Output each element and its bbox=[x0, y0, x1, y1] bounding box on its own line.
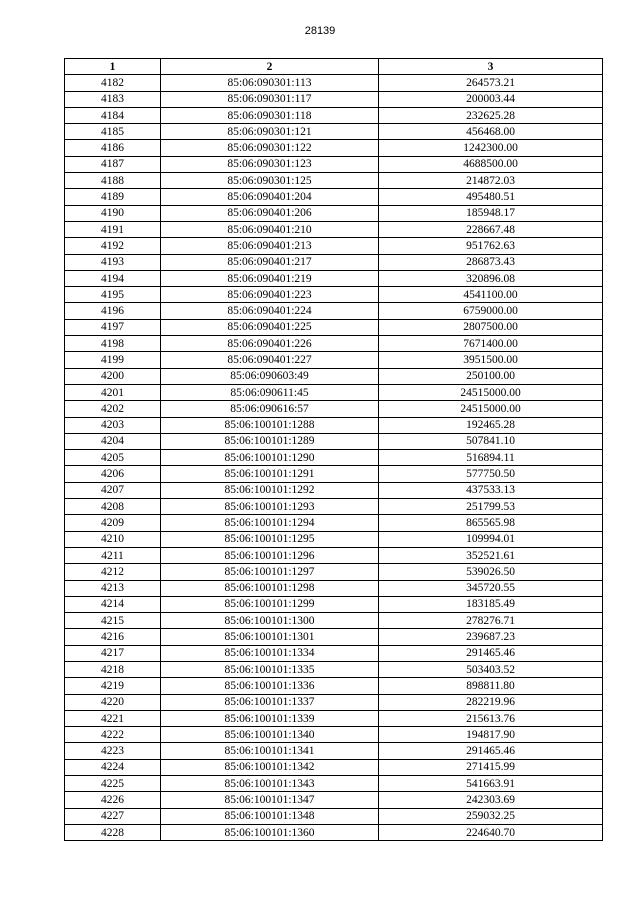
value-cell: 456468.00 bbox=[379, 124, 603, 140]
table-row bbox=[65, 629, 603, 645]
value-cell: 24515000.00 bbox=[379, 401, 603, 417]
table-row bbox=[65, 433, 603, 449]
value-cell: 291465.46 bbox=[379, 645, 603, 661]
table-row bbox=[65, 124, 603, 140]
cadastral-number-cell: 85:06:100101:1289 bbox=[161, 433, 379, 449]
table-row bbox=[65, 238, 603, 254]
row-number-cell: 4218 bbox=[65, 661, 161, 677]
value-cell: 1242300.00 bbox=[379, 140, 603, 156]
table-row bbox=[65, 547, 603, 563]
row-number-cell: 4191 bbox=[65, 221, 161, 237]
table-header-row bbox=[65, 59, 603, 75]
cadastral-number-cell: 85:06:100101:1340 bbox=[161, 727, 379, 743]
value-cell: 951762.63 bbox=[379, 238, 603, 254]
table-row bbox=[65, 287, 603, 303]
cadastral-number-cell: 85:06:100101:1297 bbox=[161, 564, 379, 580]
table-row bbox=[65, 759, 603, 775]
table-row bbox=[65, 645, 603, 661]
cadastral-number-cell: 85:06:100101:1336 bbox=[161, 678, 379, 694]
value-cell: 3951500.00 bbox=[379, 352, 603, 368]
cadastral-number-cell: 85:06:100101:1288 bbox=[161, 417, 379, 433]
row-number-cell: 4207 bbox=[65, 482, 161, 498]
row-number-cell: 4184 bbox=[65, 107, 161, 123]
value-cell: 352521.61 bbox=[379, 547, 603, 563]
cadastral-number-cell: 85:06:090401:227 bbox=[161, 352, 379, 368]
table-row bbox=[65, 710, 603, 726]
value-cell: 503403.52 bbox=[379, 661, 603, 677]
value-cell: 194817.90 bbox=[379, 727, 603, 743]
table-row bbox=[65, 482, 603, 498]
table-row bbox=[65, 336, 603, 352]
table-row bbox=[65, 401, 603, 417]
row-number-cell: 4197 bbox=[65, 319, 161, 335]
row-number-cell: 4211 bbox=[65, 547, 161, 563]
cadastral-number-cell: 85:06:100101:1295 bbox=[161, 531, 379, 547]
cadastral-number-cell: 85:06:090401:223 bbox=[161, 287, 379, 303]
table-row bbox=[65, 368, 603, 384]
table-row bbox=[65, 384, 603, 400]
row-number-cell: 4224 bbox=[65, 759, 161, 775]
cadastral-number-cell: 85:06:100101:1292 bbox=[161, 482, 379, 498]
value-cell: 271415.99 bbox=[379, 759, 603, 775]
table-row bbox=[65, 91, 603, 107]
row-number-cell: 4228 bbox=[65, 824, 161, 840]
row-number-cell: 4216 bbox=[65, 629, 161, 645]
row-number-cell: 4203 bbox=[65, 417, 161, 433]
cadastral-number-cell: 85:06:090301:113 bbox=[161, 75, 379, 91]
value-cell: 2807500.00 bbox=[379, 319, 603, 335]
row-number-cell: 4221 bbox=[65, 710, 161, 726]
cadastral-number-cell: 85:06:090401:224 bbox=[161, 303, 379, 319]
row-number-cell: 4192 bbox=[65, 238, 161, 254]
row-number-cell: 4183 bbox=[65, 91, 161, 107]
table-row bbox=[65, 678, 603, 694]
row-number-cell: 4223 bbox=[65, 743, 161, 759]
row-number-cell: 4226 bbox=[65, 792, 161, 808]
row-number-cell: 4190 bbox=[65, 205, 161, 221]
table-body bbox=[65, 75, 603, 841]
table-row bbox=[65, 727, 603, 743]
value-cell: 516894.11 bbox=[379, 450, 603, 466]
value-cell: 250100.00 bbox=[379, 368, 603, 384]
value-cell: 577750.50 bbox=[379, 466, 603, 482]
table-row bbox=[65, 808, 603, 824]
table-row bbox=[65, 352, 603, 368]
table-row bbox=[65, 254, 603, 270]
table-row bbox=[65, 499, 603, 515]
table-row bbox=[65, 596, 603, 612]
table-row bbox=[65, 156, 603, 172]
cadastral-number-cell: 85:06:100101:1337 bbox=[161, 694, 379, 710]
value-cell: 865565.98 bbox=[379, 515, 603, 531]
row-number-cell: 4194 bbox=[65, 270, 161, 286]
row-number-cell: 4196 bbox=[65, 303, 161, 319]
value-cell: 24515000.00 bbox=[379, 384, 603, 400]
row-number-cell: 4204 bbox=[65, 433, 161, 449]
cadastral-number-cell: 85:06:090401:204 bbox=[161, 189, 379, 205]
row-number-cell: 4217 bbox=[65, 645, 161, 661]
value-cell: 214872.03 bbox=[379, 173, 603, 189]
cadastral-number-cell: 85:06:090401:226 bbox=[161, 336, 379, 352]
cadastral-number-cell: 85:06:100101:1299 bbox=[161, 596, 379, 612]
value-cell: 215613.76 bbox=[379, 710, 603, 726]
cadastral-number-cell: 85:06:100101:1301 bbox=[161, 629, 379, 645]
cadastral-number-cell: 85:06:100101:1360 bbox=[161, 824, 379, 840]
table-row bbox=[65, 531, 603, 547]
row-number-cell: 4209 bbox=[65, 515, 161, 531]
row-number-cell: 4208 bbox=[65, 499, 161, 515]
value-cell: 239687.23 bbox=[379, 629, 603, 645]
cadastral-number-cell: 85:06:090603:49 bbox=[161, 368, 379, 384]
cadastral-number-cell: 85:06:090401:213 bbox=[161, 238, 379, 254]
table-row bbox=[65, 450, 603, 466]
row-number-cell: 4201 bbox=[65, 384, 161, 400]
value-cell: 251799.53 bbox=[379, 499, 603, 515]
cadastral-number-cell: 85:06:090611:45 bbox=[161, 384, 379, 400]
cadastral-number-cell: 85:06:090401:225 bbox=[161, 319, 379, 335]
cadastral-number-cell: 85:06:100101:1293 bbox=[161, 499, 379, 515]
cadastral-number-cell: 85:06:100101:1335 bbox=[161, 661, 379, 677]
value-cell: 200003.44 bbox=[379, 91, 603, 107]
table-row bbox=[65, 107, 603, 123]
column-header-3: 3 bbox=[379, 59, 603, 75]
row-number-cell: 4213 bbox=[65, 580, 161, 596]
cadastral-number-cell: 85:06:100101:1294 bbox=[161, 515, 379, 531]
row-number-cell: 4227 bbox=[65, 808, 161, 824]
cadastral-number-cell: 85:06:100101:1348 bbox=[161, 808, 379, 824]
cadastral-number-cell: 85:06:090301:123 bbox=[161, 156, 379, 172]
row-number-cell: 4202 bbox=[65, 401, 161, 417]
row-number-cell: 4210 bbox=[65, 531, 161, 547]
table-row bbox=[65, 173, 603, 189]
cadastral-number-cell: 85:06:100101:1300 bbox=[161, 613, 379, 629]
row-number-cell: 4193 bbox=[65, 254, 161, 270]
value-cell: 228667.48 bbox=[379, 221, 603, 237]
page-number: 28139 bbox=[304, 25, 336, 37]
row-number-cell: 4206 bbox=[65, 466, 161, 482]
row-number-cell: 4198 bbox=[65, 336, 161, 352]
row-number-cell: 4214 bbox=[65, 596, 161, 612]
row-number-cell: 4215 bbox=[65, 613, 161, 629]
value-cell: 286873.43 bbox=[379, 254, 603, 270]
value-cell: 6759000.00 bbox=[379, 303, 603, 319]
value-cell: 224640.70 bbox=[379, 824, 603, 840]
value-cell: 192465.28 bbox=[379, 417, 603, 433]
row-number-cell: 4212 bbox=[65, 564, 161, 580]
cadastral-number-cell: 85:06:100101:1347 bbox=[161, 792, 379, 808]
cadastral-number-cell: 85:06:090401:217 bbox=[161, 254, 379, 270]
value-cell: 4541100.00 bbox=[379, 287, 603, 303]
table-row bbox=[65, 270, 603, 286]
row-number-cell: 4200 bbox=[65, 368, 161, 384]
table-row bbox=[65, 205, 603, 221]
value-cell: 898811.80 bbox=[379, 678, 603, 694]
value-cell: 320896.08 bbox=[379, 270, 603, 286]
table-row bbox=[65, 564, 603, 580]
table-row bbox=[65, 515, 603, 531]
cadastral-number-cell: 85:06:100101:1334 bbox=[161, 645, 379, 661]
cadastral-number-cell: 85:06:100101:1296 bbox=[161, 547, 379, 563]
value-cell: 7671400.00 bbox=[379, 336, 603, 352]
value-cell: 291465.46 bbox=[379, 743, 603, 759]
row-number-cell: 4219 bbox=[65, 678, 161, 694]
data-table bbox=[64, 58, 603, 841]
cadastral-number-cell: 85:06:100101:1339 bbox=[161, 710, 379, 726]
table-row bbox=[65, 466, 603, 482]
row-number-cell: 4199 bbox=[65, 352, 161, 368]
table-row bbox=[65, 580, 603, 596]
row-number-cell: 4195 bbox=[65, 287, 161, 303]
row-number-cell: 4189 bbox=[65, 189, 161, 205]
table-row bbox=[65, 303, 603, 319]
value-cell: 507841.10 bbox=[379, 433, 603, 449]
table-row bbox=[65, 613, 603, 629]
value-cell: 185948.17 bbox=[379, 205, 603, 221]
cadastral-number-cell: 85:06:100101:1341 bbox=[161, 743, 379, 759]
cadastral-number-cell: 85:06:090301:118 bbox=[161, 107, 379, 123]
table-row bbox=[65, 776, 603, 792]
cadastral-number-cell: 85:06:100101:1290 bbox=[161, 450, 379, 466]
value-cell: 437533.13 bbox=[379, 482, 603, 498]
cadastral-number-cell: 85:06:090401:210 bbox=[161, 221, 379, 237]
cadastral-number-cell: 85:06:090301:125 bbox=[161, 173, 379, 189]
table-row bbox=[65, 694, 603, 710]
value-cell: 242303.69 bbox=[379, 792, 603, 808]
row-number-cell: 4188 bbox=[65, 173, 161, 189]
row-number-cell: 4182 bbox=[65, 75, 161, 91]
value-cell: 183185.49 bbox=[379, 596, 603, 612]
table-row bbox=[65, 140, 603, 156]
cadastral-number-cell: 85:06:090401:219 bbox=[161, 270, 379, 286]
row-number-cell: 4186 bbox=[65, 140, 161, 156]
row-number-cell: 4222 bbox=[65, 727, 161, 743]
cadastral-number-cell: 85:06:100101:1342 bbox=[161, 759, 379, 775]
cadastral-number-cell: 85:06:090301:121 bbox=[161, 124, 379, 140]
value-cell: 4688500.00 bbox=[379, 156, 603, 172]
table-row bbox=[65, 417, 603, 433]
value-cell: 495480.51 bbox=[379, 189, 603, 205]
row-number-cell: 4220 bbox=[65, 694, 161, 710]
value-cell: 109994.01 bbox=[379, 531, 603, 547]
column-header-1: 1 bbox=[65, 59, 161, 75]
table-row bbox=[65, 189, 603, 205]
value-cell: 282219.96 bbox=[379, 694, 603, 710]
value-cell: 259032.25 bbox=[379, 808, 603, 824]
table-row bbox=[65, 661, 603, 677]
table-row bbox=[65, 743, 603, 759]
cadastral-number-cell: 85:06:090301:117 bbox=[161, 91, 379, 107]
cadastral-number-cell: 85:06:090616:57 bbox=[161, 401, 379, 417]
value-cell: 264573.21 bbox=[379, 75, 603, 91]
row-number-cell: 4187 bbox=[65, 156, 161, 172]
cadastral-number-cell: 85:06:100101:1343 bbox=[161, 776, 379, 792]
cadastral-number-cell: 85:06:100101:1291 bbox=[161, 466, 379, 482]
row-number-cell: 4205 bbox=[65, 450, 161, 466]
table-row bbox=[65, 221, 603, 237]
row-number-cell: 4185 bbox=[65, 124, 161, 140]
value-cell: 345720.55 bbox=[379, 580, 603, 596]
table-row bbox=[65, 824, 603, 840]
value-cell: 232625.28 bbox=[379, 107, 603, 123]
cadastral-number-cell: 85:06:100101:1298 bbox=[161, 580, 379, 596]
value-cell: 278276.71 bbox=[379, 613, 603, 629]
cadastral-number-cell: 85:06:090401:206 bbox=[161, 205, 379, 221]
value-cell: 541663.91 bbox=[379, 776, 603, 792]
column-header-2: 2 bbox=[161, 59, 379, 75]
table-row bbox=[65, 792, 603, 808]
row-number-cell: 4225 bbox=[65, 776, 161, 792]
table-row bbox=[65, 75, 603, 91]
table-row bbox=[65, 319, 603, 335]
cadastral-number-cell: 85:06:090301:122 bbox=[161, 140, 379, 156]
value-cell: 539026.50 bbox=[379, 564, 603, 580]
